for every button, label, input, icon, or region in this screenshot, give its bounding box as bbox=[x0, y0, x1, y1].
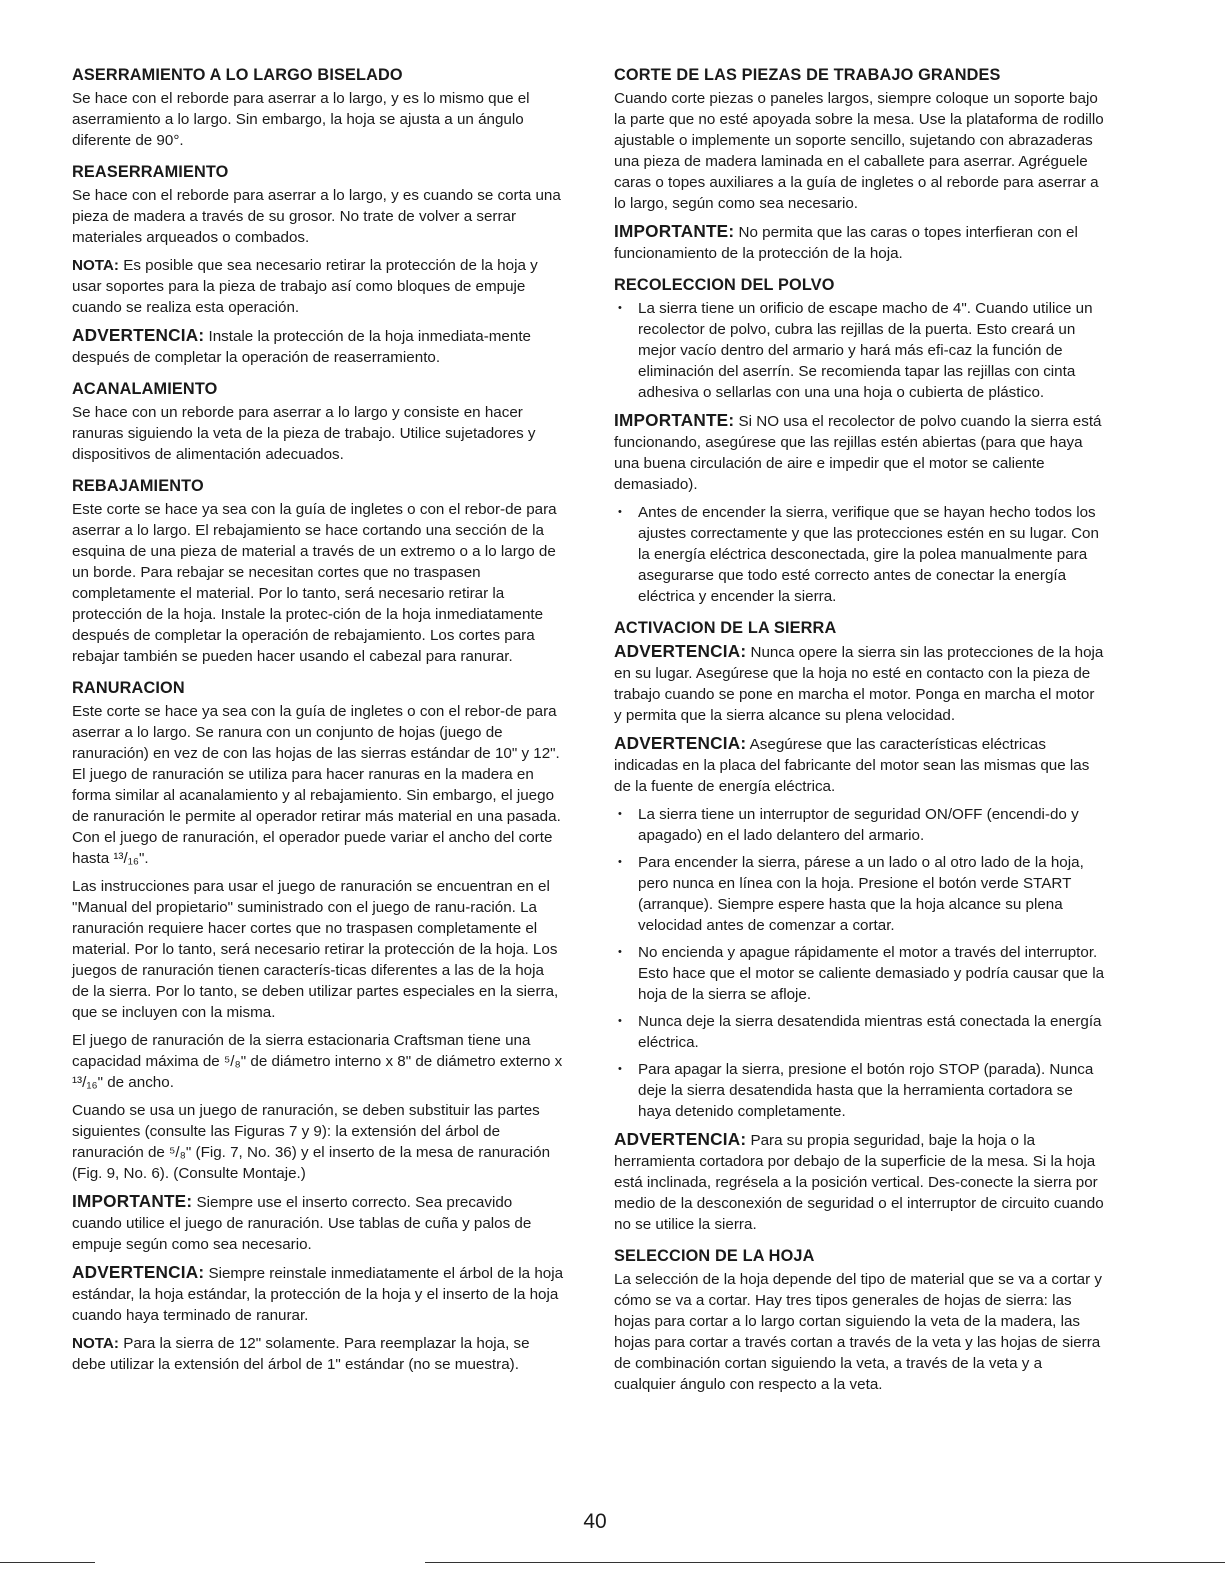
warning-text: Asegúrese que las características eléctricas indicadas en la placa del fabricante del motor sean las mismas que las de la fuente de energía eléctrica. bbox=[614, 736, 1090, 795]
list-item: • La sierra tiene un interruptor de seguridad ON/OFF (encendi-do y apagado) en el lado delantero del armario. bbox=[614, 804, 1106, 846]
warning-text: Siempre reinstale inmediatamente el árbol de la hoja estándar, la hoja estándar, la protección de la hoja y el inserto de la hoja cuando haya terminado de ranurar. bbox=[72, 1265, 564, 1324]
list-item: • Para apagar la sierra, presione el botón rojo STOP (parada). Nunca deje la sierra desatendida hasta que la herramienta cortadora se haya detenido completamente. bbox=[614, 1059, 1106, 1122]
list-item: • Nunca deje la sierra desatendida mientras está conectada la energía eléctrica. bbox=[614, 1011, 1106, 1053]
note-text: Es posible que sea necesario retirar la protección de la hoja y usar soportes para la pieza de trabajo así como bloques de empuje cuando se realiza esta operación. bbox=[72, 257, 538, 316]
page-number: 40 bbox=[583, 1510, 607, 1533]
warning-text: Instale la protección de la hoja inmediata-mente después de completar la operación de reaserramiento. bbox=[72, 328, 531, 366]
section-heading: ACANALAMIENTO bbox=[72, 380, 218, 398]
bullet-list bbox=[614, 502, 1106, 607]
note-label: NOTA: bbox=[72, 257, 119, 274]
paragraph: Se hace con el reborde para aserrar a lo largo, y es cuando se corta una pieza de madera a través de su grosor. No trate de volver a serrar materiales arqueados o combados. bbox=[72, 187, 561, 246]
list-item: • La sierra tiene un orificio de escape macho de 4". Cuando utilice un recolector de polvo, cubra las rejillas de la puerta. Esto creará un mejor vacío dentro del armario y hará más efi-caz la función de eliminación del aserrín. Se recomienda tapar las rejillas con cinta adhesiva o sellarlas con una una hoja o cubierta de plástico. bbox=[614, 298, 1106, 403]
important-paragraph bbox=[614, 410, 1106, 495]
note-paragraph bbox=[72, 255, 565, 318]
section-seleccion-hoja bbox=[614, 1245, 1106, 1395]
important-text: No permita que las caras o topes interfieran con el funcionamiento de la protección de la hoja. bbox=[614, 224, 1078, 262]
note-text: Para la sierra de 12" solamente. Para reemplazar la hoja, se debe utilizar la extensión del árbol de 1" estándar (no se muestra). bbox=[72, 1335, 530, 1373]
paragraph: Se hace con el reborde para aserrar a lo largo, y es lo mismo que el aserramiento a lo largo. Sin embargo, la hoja se ajusta a un ángulo diferente de 90°. bbox=[72, 90, 530, 149]
section-heading: CORTE DE LAS PIEZAS DE TRABAJO GRANDES bbox=[614, 66, 1001, 84]
warning-paragraph bbox=[72, 1262, 565, 1326]
section-heading: RECOLECCION DEL POLVO bbox=[614, 276, 835, 294]
bullet-list bbox=[614, 298, 1106, 403]
warning-text: Para su propia seguridad, baje la hoja o la herramienta cortadora por debajo de la superficie de la mesa. Si la hoja está inclinada, regrésela a la posición vertical. Des-conecte la sierra por medio de la desconexión de seguridad o el interruptor de circuito cuando no se utilice la sierra. bbox=[614, 1132, 1104, 1233]
warning-label: ADVERTENCIA: bbox=[72, 325, 205, 345]
warning-paragraph bbox=[614, 733, 1106, 797]
warning-label: ADVERTENCIA: bbox=[72, 1262, 205, 1282]
list-item: • Para encender la sierra, párese a un lado o al otro lado de la hoja, pero nunca en línea con la hoja. Presione el botón verde START (arranque). Siempre espere hasta que la hoja alcance su plena velocidad antes de comenzar a cortar. bbox=[614, 852, 1106, 936]
important-text: Siempre use el inserto correcto. Sea precavido cuando utilice el juego de ranuración. Use tablas de cuña y palos de empuje según como sea necesario. bbox=[72, 1194, 532, 1253]
section-corte-piezas-grandes bbox=[614, 64, 1106, 264]
paragraph: Las instrucciones para usar el juego de ranuración se encuentran en el "Manual del propietario" suministrado con el juego de ranu-ración. La ranuración requiere hacer cortes que no traspasen completamente el material. Por lo tanto, será necesario retirar la protección de la hoja. Los juegos de ranuración tienen caracterís-ticas diferentes a las de la hoja de la sierra. Por lo tanto, se deben utilizar partes especiales en la sierra, que se incluyen con la misma. bbox=[72, 878, 559, 1021]
left-column bbox=[72, 64, 565, 1385]
section-reaserramiento bbox=[72, 161, 565, 368]
footer-rule-right bbox=[425, 1562, 1225, 1563]
list-item: • No encienda y apague rápidamente el motor a través del interruptor. Esto hace que el motor se caliente demasiado y podría causar que la hoja de la sierra se afloje. bbox=[614, 942, 1106, 1005]
warning-text: Nunca opere la sierra sin las protecciones de la hoja en su lugar. Asegúrese que la hoja no esté en contacto con la pieza de trabajo cuando se pone en marcha el motor. Ponga en marcha el motor y permita que la sierra alcance su plena velocidad. bbox=[614, 644, 1104, 724]
note-label: NOTA: bbox=[72, 1335, 119, 1352]
important-label: IMPORTANTE: bbox=[614, 410, 735, 430]
warning-paragraph bbox=[72, 325, 565, 368]
paragraph: Cuando se usa un juego de ranuración, se deben substituir las partes siguientes (consulte las Figuras 7 y 9): la extensión del árbol de ranuración de ⁵/₈" (Fig. 7, No. 36) y el inserto de la mesa de ranuración (Fig. 9, No. 6). (Consulte Montaje.) bbox=[72, 1102, 551, 1182]
paragraph: Se hace con un reborde para aserrar a lo largo y consiste en hacer ranuras siguiendo la veta de la pieza de trabajo. Utilice sujetadores y dispositivos de alimentación adecuados. bbox=[72, 404, 536, 463]
important-paragraph bbox=[614, 221, 1106, 264]
warning-paragraph bbox=[614, 1129, 1106, 1235]
important-label: IMPORTANTE: bbox=[614, 221, 735, 241]
note-paragraph bbox=[72, 1333, 565, 1375]
section-heading: ACTIVACION DE LA SIERRA bbox=[614, 619, 837, 637]
warning-label: ADVERTENCIA: bbox=[614, 733, 747, 753]
warning-label: ADVERTENCIA: bbox=[614, 1129, 747, 1149]
warning-paragraph bbox=[614, 641, 1106, 726]
paragraph: Este corte se hace ya sea con la guía de ingletes o con el rebor-de para aserrar a lo largo. El rebajamiento se hace cortando una sección de la esquina de una pieza de material a través de un extremo o a lo largo de un borde. Para rebajar se necesitan cortes que no traspasen completamente el material. Por lo tanto, será necesario retirar la protección de la hoja. Instale la protec-ción de la hoja inmediatamente después de completar la operación de rebajamiento. Los cortes para rebajar también se pueden hacer usando el cabezal para ranurar. bbox=[72, 501, 557, 665]
paragraph: La selección de la hoja depende del tipo de material que se va a cortar y cómo se va a cortar. Hay tres tipos generales de hojas de sierra: las hojas para cortar a lo largo cortan siguiendo la veta de la madera, las hojas para cortar a través cortan a través de la veta y las hojas de sierra de combinación cortan siguiendo la veta, a través de la veta y a cualquier ángulo con respecto a la veta. bbox=[614, 1271, 1103, 1393]
section-activacion-sierra bbox=[614, 617, 1106, 1235]
section-rebajamiento bbox=[72, 475, 565, 667]
paragraph: El juego de ranuración de la sierra estacionaria Craftsman tiene una capacidad máxima de ⁵/₈" de diámetro interno x 8" de diámetro externo x ¹³/₁₆" de ancho. bbox=[72, 1032, 563, 1091]
important-paragraph bbox=[72, 1191, 565, 1255]
section-heading: RANURACION bbox=[72, 679, 185, 697]
paragraph: Este corte se hace ya sea con la guía de ingletes o con el rebor-de para aserrar a lo largo. Se ranura con un conjunto de hojas (juego de ranuración) en vez de con las hojas de las sierras estándar de 10" y 12". El juego de ranuración se utiliza para hacer ranuras en la madera en forma similar al acanalamiento y al rebajamiento. Sin embargo, el juego de ranuración le permite al operador retirar más material en una pasada. Con el juego de ranuración, el operador puede variar el ancho del corte hasta ¹³/₁₆". bbox=[72, 703, 561, 867]
important-text: Si NO usa el recolector de polvo cuando la sierra está funcionando, asegúrese que las rejillas estén abiertas (para que haya una buena circulación de aire e impedir que el motor se caliente demasiado). bbox=[614, 413, 1102, 493]
warning-label: ADVERTENCIA: bbox=[614, 641, 747, 661]
section-aserramiento-biselado bbox=[72, 64, 565, 151]
section-acanalamiento bbox=[72, 378, 565, 465]
section-heading: ASERRAMIENTO A LO LARGO BISELADO bbox=[72, 66, 403, 84]
section-heading: REBAJAMIENTO bbox=[72, 477, 204, 495]
section-ranuracion bbox=[72, 677, 565, 1375]
section-recoleccion-polvo bbox=[614, 274, 1106, 607]
section-heading: REASERRAMIENTO bbox=[72, 163, 229, 181]
right-column bbox=[614, 64, 1106, 1405]
paragraph: Cuando corte piezas o paneles largos, siempre coloque un soporte bajo la parte que no esté apoyada sobre la mesa. Use la plataforma de rodillo ajustable o implemente un soporte sencillo, sujetando con abrazaderas una pieza de madera laminada en el caballete para aserrar. Agréguele caras o topes auxiliares a la guía de ingletes o al reborde para aserrar a lo largo, según como sea necesario. bbox=[614, 90, 1104, 212]
important-label: IMPORTANTE: bbox=[72, 1191, 193, 1211]
footer-rule-left bbox=[0, 1562, 95, 1563]
bullet-list bbox=[614, 804, 1106, 1122]
section-heading: SELECCION DE LA HOJA bbox=[614, 1247, 815, 1265]
list-item: • Antes de encender la sierra, verifique que se hayan hecho todos los ajustes correctamente y que las protecciones estén en su lugar. Con la energía eléctrica desconectada, gire la polea manualmente para asegurarse que todo esté correcto antes de conectar la energía eléctrica y encender la sierra. bbox=[614, 502, 1106, 607]
